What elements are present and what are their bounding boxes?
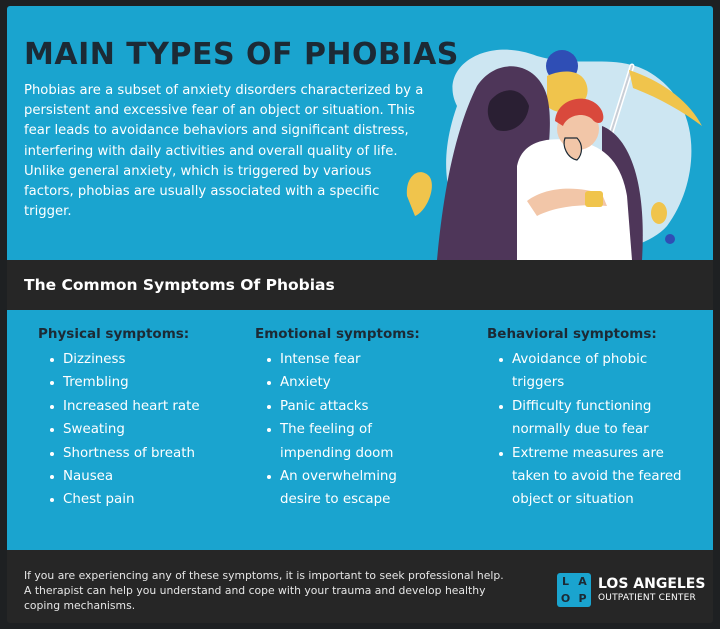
laop-logo: [557, 573, 705, 607]
list-item: Difficulty functioning normally due to fear: [487, 395, 692, 442]
column-heading: Behavioral symptoms:: [487, 326, 657, 342]
symptom-list: [255, 348, 430, 512]
intro-paragraph: Phobias are a subset of anxiety disorders characterized by a persistent and excessive fear of an object or situation. This fear leads to avoidance behaviors and significant distress, interfering with daily activities and overall quality of life. Unlike general anxiety, which is triggered by various factors, phobias are usually associated with a specific trigger.: [24, 83, 424, 220]
physical-symptoms-column: [38, 326, 238, 512]
list-item: An overwhelming desire to escape: [255, 465, 430, 512]
list-item: Anxiety: [255, 371, 430, 394]
header-section: [7, 6, 713, 260]
list-item: Intense fear: [255, 348, 430, 371]
logo-mark: [557, 573, 591, 607]
behavioral-symptoms-column: [487, 326, 692, 512]
logo-line-2: OUTPATIENT CENTER: [598, 593, 696, 603]
column-heading: Physical symptoms:: [38, 326, 190, 342]
list-item: Sweating: [38, 418, 238, 441]
list-item: Avoidance of phobic triggers: [487, 348, 692, 395]
symptom-list: [38, 348, 238, 512]
grim-reaper-illustration: [397, 26, 713, 260]
list-item: Chest pain: [38, 488, 238, 511]
symptom-list: [487, 348, 692, 512]
infographic: [7, 6, 713, 623]
emotional-symptoms-column: [255, 326, 430, 512]
list-item: Trembling: [38, 371, 238, 394]
list-item: Dizziness: [38, 348, 238, 371]
symptoms-section: [7, 310, 713, 550]
logo-letter: L: [561, 575, 569, 588]
logo-letter: O: [560, 592, 571, 605]
footer-text: If you are experiencing any of these symptoms, it is important to seek professional help. A therapist can help you understand and cope with your trauma and develop healthy coping mechanisms.: [24, 569, 504, 612]
logo-letter: P: [578, 592, 587, 605]
list-item: The feeling of impending doom: [255, 418, 430, 465]
logo-letter: A: [578, 575, 587, 588]
list-item: Panic attacks: [255, 395, 430, 418]
list-item: Nausea: [38, 465, 238, 488]
list-item: Increased heart rate: [38, 395, 238, 418]
footer: [7, 550, 713, 623]
list-item: Extreme measures are taken to avoid the feared object or situation: [487, 442, 692, 512]
column-heading: Emotional symptoms:: [255, 326, 420, 342]
section-title: The Common Symptoms Of Phobias: [24, 276, 335, 294]
list-item: Shortness of breath: [38, 442, 238, 465]
symptoms-band: [7, 260, 713, 310]
logo-line-1: LOS ANGELES: [598, 576, 706, 592]
page-title: MAIN TYPES OF PHOBIAS: [24, 37, 459, 72]
logo-text: [598, 576, 705, 604]
